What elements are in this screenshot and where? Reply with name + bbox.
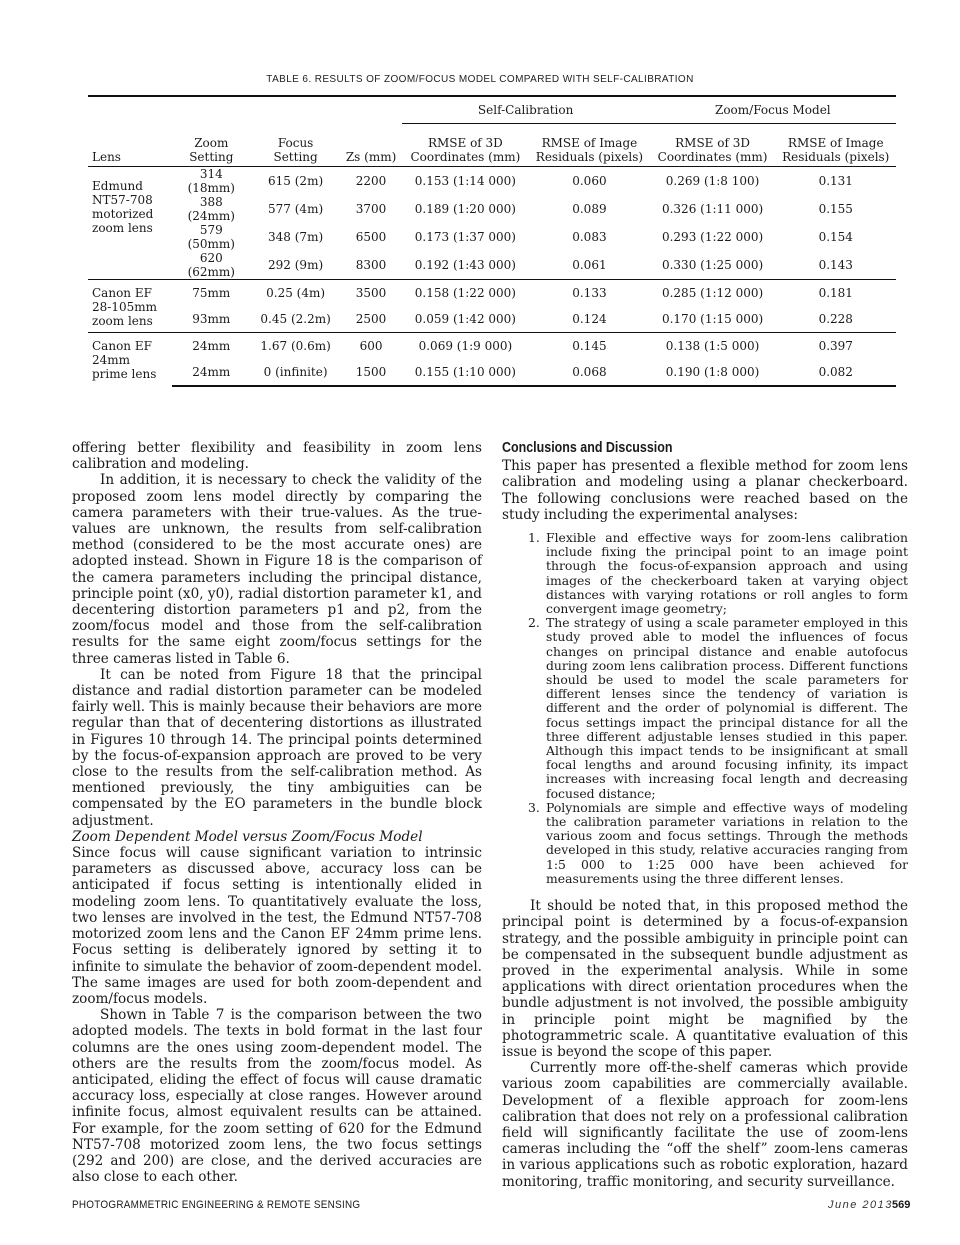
- table-cell: 75mm: [172, 280, 251, 307]
- table-cell: 0.083: [572, 230, 607, 244]
- body-paragraph: It can be noted from Figure 18 that the principal distance and radial distortion parameter can be modeled fairly well. This is mainly because their behaviors are more regular than that of decentering distortions as illustrated in Figures 10 through 14. The principal points determined by the focus-of-expansion approach are proved to be very close to the results from the self-calibration method. As mentioned previously, the tiny ambiguities can be compensated by the EO parameters in the bundle block adjustment.: [72, 666, 482, 829]
- table-cell: 292 (9m): [268, 258, 324, 272]
- table-cell: 0.45 (2.2m): [260, 312, 331, 326]
- table-cell: 615 (2m): [268, 174, 324, 188]
- left-column: [72, 440, 482, 1185]
- table-cell: 0.293 (1:22 000): [661, 230, 764, 244]
- list-item: [502, 531, 908, 616]
- table-cell: 0.089: [572, 202, 607, 216]
- table-cell: 3700: [355, 202, 387, 216]
- table-cell: 0.25 (4m): [251, 280, 341, 307]
- table-row: [88, 223, 896, 251]
- table-cell: 0.170 (1:15 000): [661, 312, 764, 326]
- column-header-zs: Zs (mm): [341, 124, 402, 167]
- list-item-text: Polynomials are simple and effective ways of modeling the calibration parameter variations in relation to the various zoom and focus settings. Through the methods developed in this study, relative accuracies ranging from 1:5 000 to 1:25 000 have been achieved for measurements using the three different lenses.: [546, 799, 908, 886]
- table-caption: TABLE 6. RESULTS OF ZOOM/FOCUS MODEL COMPARED WITH SELF-CALIBRATION: [266, 74, 694, 85]
- table-cell: 314 (18mm): [187, 167, 235, 195]
- list-item: [502, 801, 908, 886]
- body-paragraph: Currently more off-the-shelf cameras which provide various zoom capabilities are commercially available. Development of a flexible approach for zoom-lens calibration that does not rely on a professional calibration field will significantly facilitate the use of zoom-lens cameras including the “off the shelf” zoom-lens cameras in various applications such as robotic exploration, hazard monitoring, traffic monitoring, and security surveillance.: [502, 1060, 908, 1190]
- table-cell: 1.67 (0.6m): [251, 333, 341, 360]
- table-cell: 93mm: [192, 312, 231, 326]
- table-cell: 0.061: [572, 258, 607, 272]
- table-cell: 2200: [355, 174, 387, 188]
- subsection-heading: Zoom Dependent Model versus Zoom/Focus Model: [72, 828, 423, 845]
- table-cell: 0.154: [818, 230, 853, 244]
- footer-page-number: 569: [892, 1199, 911, 1211]
- table-row: [88, 195, 896, 223]
- table-cell: 3500: [341, 280, 402, 307]
- table-row: [88, 280, 896, 307]
- table-cell: 0.059 (1:42 000): [414, 312, 516, 326]
- table-cell: 0 (infinite): [251, 359, 341, 386]
- table-row: [88, 333, 896, 360]
- table-cell: 0.192 (1:43 000): [414, 258, 516, 272]
- column-header-self-rmse-3d: RMSE of 3D Coordinates (mm): [402, 124, 530, 167]
- table-cell: 348 (7m): [268, 230, 324, 244]
- table-cell: 0.190 (1:8 000): [650, 359, 776, 386]
- table-cell: 388 (24mm): [187, 195, 235, 223]
- body-paragraph: This paper has presented a flexible method for zoom lens calibration and modeling using a planar checkerboard. The following conclusions were reached based on the study including the experimental analyses:: [502, 458, 908, 523]
- list-number: 1.: [528, 530, 540, 546]
- table-row: [88, 359, 896, 386]
- footer-journal-name: PHOTOGRAMMETRIC ENGINEERING & REMOTE SENSING: [72, 1199, 361, 1211]
- table-cell: 0.189 (1:20 000): [414, 202, 516, 216]
- table-cell: 0.155 (1:10 000): [402, 359, 530, 386]
- table-cell: 0.124: [572, 312, 607, 326]
- table-cell: 24mm: [172, 333, 251, 360]
- table-row: [88, 306, 896, 333]
- list-number: 2.: [528, 615, 540, 631]
- column-header-focus-setting: Focus Setting: [251, 124, 341, 167]
- table-row: [88, 167, 896, 196]
- table-cell: 0.082: [775, 359, 896, 386]
- table-cell: 0.069 (1:9 000): [402, 333, 530, 360]
- table-cell: 600: [341, 333, 402, 360]
- table-cell: 0.181: [775, 280, 896, 307]
- group-header-self-calibration: Self-Calibration: [402, 97, 650, 124]
- table-cell: 0.138 (1:5 000): [650, 333, 776, 360]
- body-paragraph: Shown in Table 7 is the comparison between the two adopted models. The texts in bold format in the last four columns are the ones using zoom-dependent model. The others are the results from the zoom/focus model. As anticipated, eliding the effect of focus will cause dramatic accuracy loss, especially at close ranges. However around infinite focus, almost equivalent results can be attained. For example, for the zoom setting of 620 for the Edmund NT57-708 motorized zoom lens, the two focus settings (292 and 200) are close, and the derived accuracies are also close to each other.: [72, 1007, 482, 1186]
- table-cell: 2500: [355, 312, 387, 326]
- table-cell: 0.326 (1:11 000): [661, 202, 764, 216]
- section-heading: Conclusions and Discussion: [502, 440, 673, 456]
- conclusions-list: [502, 531, 908, 886]
- table-cell: 0.158 (1:22 000): [402, 280, 530, 307]
- right-column: [502, 440, 908, 1190]
- table-cell: 0.330 (1:25 000): [661, 258, 764, 272]
- table-cell: 0.285 (1:12 000): [650, 280, 776, 307]
- table-cell: 577 (4m): [268, 202, 324, 216]
- table-cell: 6500: [355, 230, 387, 244]
- lens-name-cell: Edmund NT57-708 motorized zoom lens: [92, 179, 154, 235]
- list-item-text: The strategy of using a scale parameter employed in this study proved able to model the influences of focus changes on principal distance and enable autofocus during zoom lens calibration process. Different functions should be used to model the scale parameters for different lenses since the tendency of variation is different and the order of polynomial is different. The focus settings impact the principal distance for all the three different adjustable lenses studied in this paper. Although this impact tends to be insignificant at small focal lengths and around focusing infinity, its impact increases with increasing focal length and decreasing focused distance;: [546, 615, 908, 801]
- table-cell: 0.397: [775, 333, 896, 360]
- body-paragraph: In addition, it is necessary to check the validity of the proposed zoom lens model directly by comparing the camera parameters with their true-values. As the true-values are unknown, the results from self-calibration method (considered to be the most accurate ones) are adopted instead. Shown in Figure 18 is the comparison of the camera parameters including the principal distance, principle point (x0, y0), radial distortion parameter k1, and decentering distortion parameters p1 and p2, from the zoom/focus model and those from the self-calibration results for the same eight zoom/focus settings for the three cameras listed in Table 6.: [72, 472, 482, 667]
- column-header-zoom-setting: Zoom Setting: [172, 124, 251, 167]
- table-cell: 0.269 (1:8 100): [665, 174, 760, 188]
- body-paragraph: Since focus will cause significant variation to intrinsic parameters as discussed above, accuracy loss can be anticipated if focus setting is intentionally elided in modeling zoom lens. To quantitatively evaluate the loss, two lenses are involved in the test, the Edmund NT57-708 motorized zoom lens and the Canon EF 24mm prime lens. Focus setting is deliberately ignored by setting it to infinite to simulate the behavior of zoom-dependent model. The same images are used for both zoom-dependent and zoom/focus models.: [72, 845, 482, 1007]
- list-item: [502, 616, 908, 801]
- column-header-model-rmse-image: RMSE of Image Residuals (pixels): [775, 124, 896, 167]
- group-header-zoom-focus-model: Zoom/Focus Model: [650, 97, 896, 124]
- table-cell: 0.131: [818, 174, 853, 188]
- table-cell: 0.133: [529, 280, 649, 307]
- results-table: [88, 95, 896, 387]
- table-cell: 0.143: [818, 258, 853, 272]
- table-row: [88, 251, 896, 280]
- table-cell: 620 (62mm): [187, 251, 235, 279]
- table-cell: 0.068: [529, 359, 649, 386]
- list-item-text: Flexible and effective ways for zoom-lens calibration include fixing the principal point to an image point through the focus-of-expansion approach and using images of the checkerboard taken at varying object distances with varying rotations or roll angles to form convergent image geometry;: [546, 530, 908, 617]
- table-cell: 0.155: [818, 202, 853, 216]
- table-cell: 0.228: [818, 312, 853, 326]
- table-cell: 24mm: [172, 359, 251, 386]
- body-paragraph: offering better flexibility and feasibility in zoom lens calibration and modeling.: [72, 440, 482, 473]
- footer-date: June 2013: [828, 1199, 893, 1211]
- column-header-lens: Lens: [88, 124, 172, 167]
- table-cell: 0.060: [572, 174, 607, 188]
- lens-name-cell: Canon EF 28-105mm zoom lens: [88, 280, 172, 333]
- table-cell: 0.145: [529, 333, 649, 360]
- column-header-model-rmse-3d: RMSE of 3D Coordinates (mm): [650, 124, 776, 167]
- table-cell: 0.173 (1:37 000): [414, 230, 516, 244]
- body-paragraph: It should be noted that, in this proposed method the principal point is determined by a focus-of-expansion strategy, and the possible ambiguity in principle point can be compensated in the subsequent bundle adjustment as proved in the experimental analysis. While in some applications with direct orientation procedures when the bundle adjustment is not involved, the possible ambiguity in principle point might be magnified by the photogrammetric scale. A quantitative evaluation of this issue is beyond the scope of this paper.: [502, 898, 908, 1060]
- list-number: 3.: [528, 799, 540, 815]
- lens-name-cell: Canon EF 24mm prime lens: [88, 333, 172, 387]
- table-cell: 0.153 (1:14 000): [414, 174, 516, 188]
- column-header-self-rmse-image: RMSE of Image Residuals (pixels): [529, 124, 649, 167]
- table-cell: 1500: [341, 359, 402, 386]
- table-cell: 579 (50mm): [187, 223, 235, 251]
- table-cell: 8300: [355, 258, 387, 272]
